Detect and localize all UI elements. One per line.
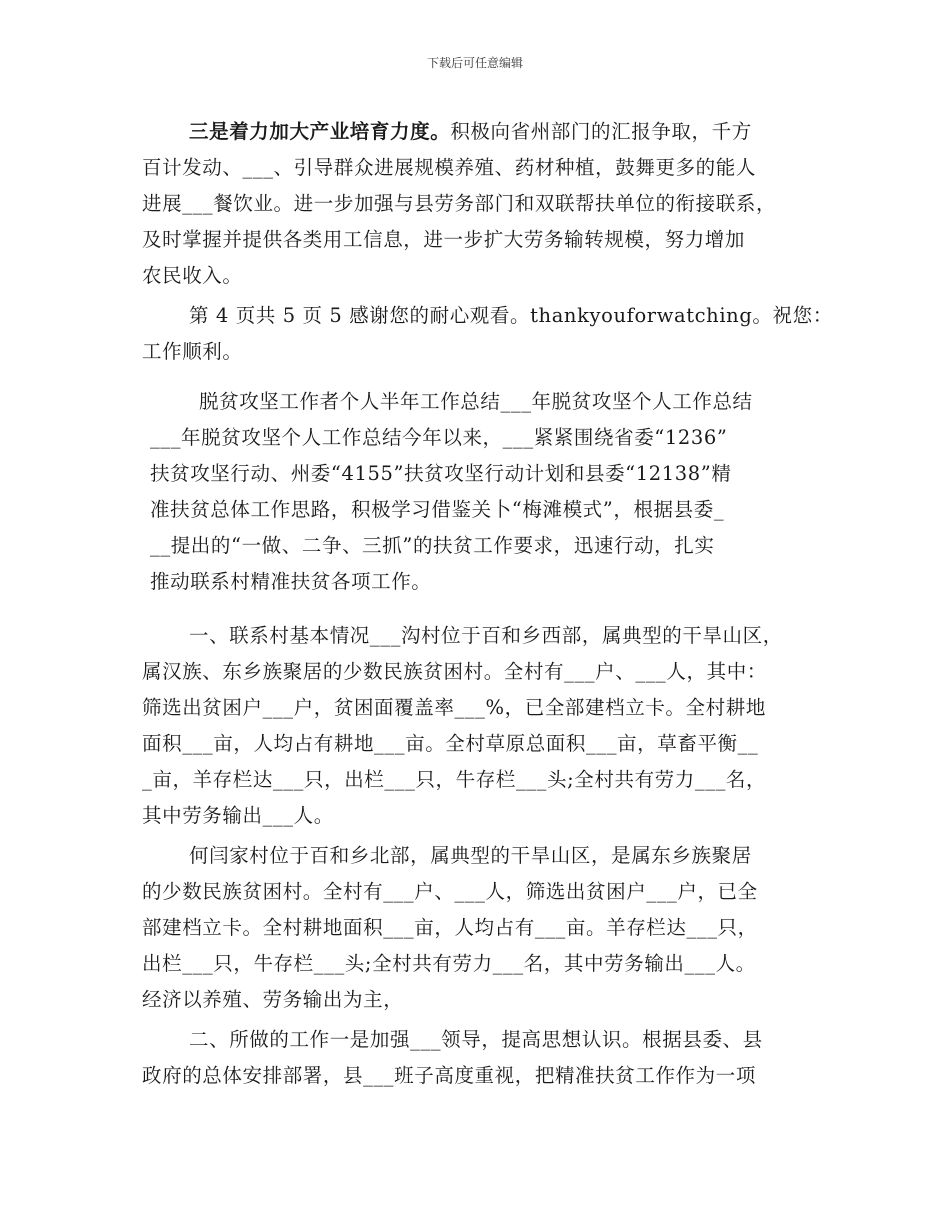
section2-line: _亩，羊存栏达___只，出栏___只，牛存栏___头;全村共有劳力___名， bbox=[142, 768, 767, 791]
page-header-note: 下载后可任意编辑 bbox=[426, 56, 523, 70]
section2-line: 一、联系村基本情况___沟村位于百和乡西部，属典型的干旱山区， bbox=[189, 624, 783, 647]
section2-line: 筛选出贫困户___户，贫困面覆盖率___%，已全部建档立卡。全村耕地 bbox=[142, 696, 766, 719]
section1-first-line bbox=[189, 116, 752, 144]
section1-line: 农民收入。 bbox=[142, 264, 243, 287]
title-line: 准扶贫总体工作思路，积极学习借鉴关卜“梅滩模式”，根据县委_ bbox=[150, 498, 725, 521]
title-line: 脱贫攻坚工作者个人半年工作总结___年脱贫攻坚个人工作总结 bbox=[199, 390, 753, 413]
title-line: __提出的“一做、二争、三抓”的扶贫工作要求，迅速行动，扎实 bbox=[150, 534, 715, 557]
footer-line: 第 4 页共 5 页 5 感谢您的耐心观看。thankyouforwatching。祝您： bbox=[189, 304, 833, 327]
section2-line: 其中劳务输出___人。 bbox=[142, 804, 334, 827]
section1-lead-text: 积极向省州部门的汇报争取，千方 bbox=[450, 120, 752, 143]
title-line: ___年脱贫攻坚个人工作总结今年以来，___紧紧围绕省委“1236” bbox=[150, 426, 728, 449]
title-line: 推动联系村精准扶贫各项工作。 bbox=[150, 570, 432, 593]
title-line: 扶贫攻坚行动、州委“4155”扶贫攻坚行动计划和县委“12138”精 bbox=[150, 462, 732, 485]
section4-line: 政府的总体安排部署，县___班子高度重视，把精准扶贫工作作为一项 bbox=[142, 1064, 756, 1087]
section3-line: 出栏___只，牛存栏___头;全村共有劳力___名，其中劳务输出___人。 bbox=[142, 952, 756, 975]
section2-line: 属汉族、东乡族聚居的少数民族贫困村。全村有___户、___人，其中： bbox=[142, 660, 767, 683]
section3-line: 部建档立卡。全村耕地面积___亩，人均占有___亩。羊存栏达___只， bbox=[142, 916, 758, 939]
section3-line: 的少数民族贫困村。全村有___户、___人，筛选出贫困户___户，已全 bbox=[142, 880, 758, 903]
section3-line: 何闫家村位于百和乡北部，属典型的干旱山区，是属东乡族聚居 bbox=[189, 844, 752, 867]
section1-line: 进展___餐饮业。进一步加强与县劳务部门和双联帮扶单位的衔接联系， bbox=[142, 192, 777, 215]
section1-line: 百计发动、___、引导群众进展规模养殖、药材种植，鼓舞更多的能人 bbox=[142, 156, 756, 179]
section4-line: 二、所做的工作一是加强___领导，提高思想认识。根据县委、县 bbox=[189, 1028, 763, 1051]
footer-line: 工作顺利。 bbox=[142, 340, 243, 363]
section3-line: 经济以养殖、劳务输出为主， bbox=[142, 988, 404, 1011]
section1-lead-heading: 三是着力加大产业培育力度。 bbox=[189, 120, 451, 143]
section2-line: 面积___亩，人均占有耕地___亩。全村草原总面积___亩，草畜平衡__ bbox=[142, 732, 759, 755]
section1-line: 及时掌握并提供各类用工信息，进一步扩大劳务输转规模，努力增加 bbox=[142, 228, 746, 251]
